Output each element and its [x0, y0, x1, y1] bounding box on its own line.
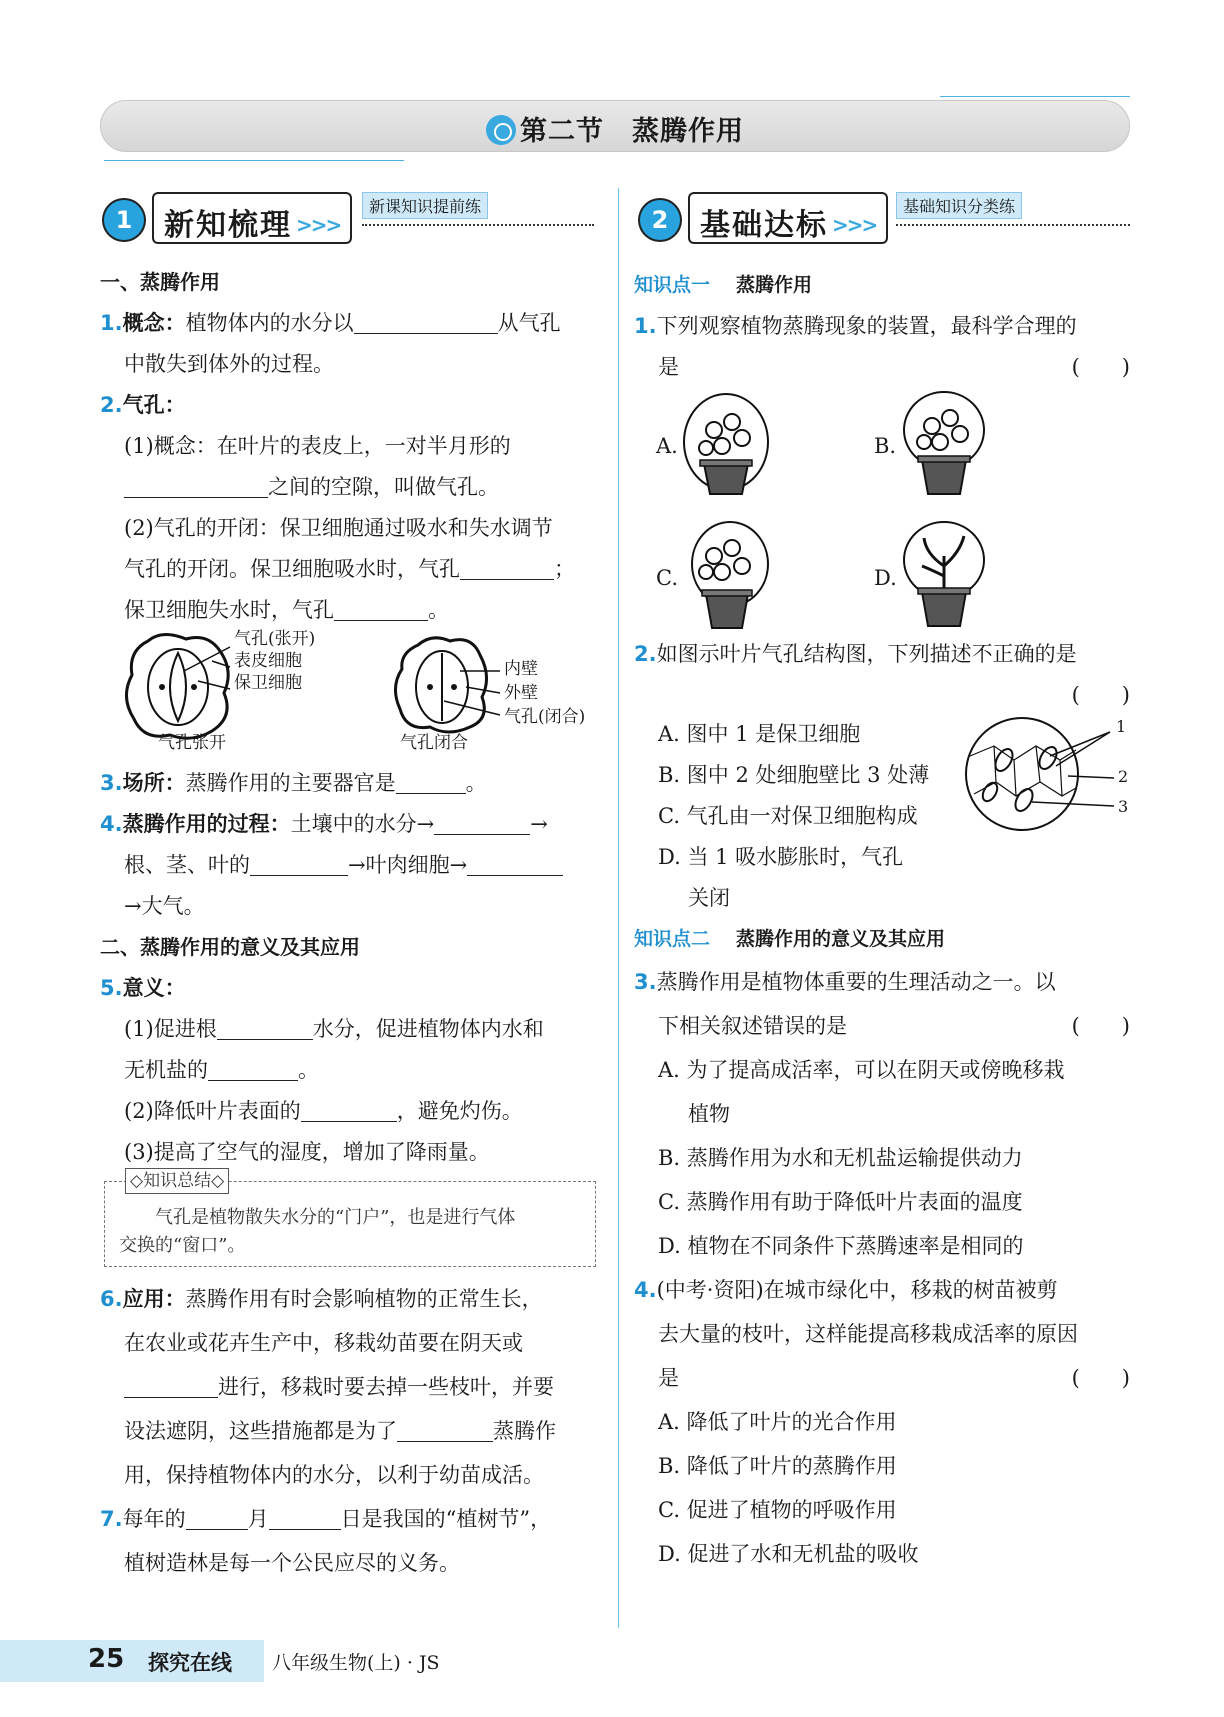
- q2-option-d-cont: 关闭: [688, 886, 730, 910]
- figure-label-1: 1: [1116, 717, 1127, 736]
- item-4-cont2: →大气。: [124, 894, 205, 918]
- question-2: 2.如图示叶片气孔结构图，下列描述不正确的是: [634, 642, 1077, 666]
- q2-option-d[interactable]: D. 当 1 吸水膨胀时，气孔: [658, 845, 904, 869]
- question-4: 4.(中考·资阳)在城市绿化中，移栽的树苗被剪: [634, 1278, 1058, 1302]
- fill-blank[interactable]: [396, 768, 466, 794]
- item-2-1-cont: 之间的空隙，叫做气孔。: [100, 467, 600, 508]
- question-4-cont2: 是 ( ): [634, 1356, 1130, 1400]
- dotted-rule: [362, 224, 594, 226]
- option-d-plant: [904, 522, 984, 626]
- item-3: 3.场所：蒸腾作用的主要器官是 。: [100, 763, 600, 804]
- item-6-cont-1: 在农业或花卉生产中，移栽幼苗要在阴天或: [124, 1331, 523, 1355]
- summary-line-1: 气孔是植物散失水分的“门户”，也是进行气体: [155, 1207, 516, 1228]
- answer-paren[interactable]: ( ): [1071, 683, 1130, 707]
- section-title: 基础达标 >>>: [688, 192, 888, 244]
- fill-blank[interactable]: [334, 595, 428, 621]
- item-7: 7.每年的 月 日是我国的“植树节”，: [100, 1497, 600, 1541]
- item-4-cont: 根、茎、叶的 →叶肉细胞→: [100, 845, 600, 886]
- item-2-1: (1)概念：在叶片的表皮上，一对半月形的: [124, 434, 511, 458]
- fill-blank[interactable]: [217, 1014, 313, 1040]
- item-5-2: (2)降低叶片表面的 ，避免灼伤。: [100, 1091, 600, 1132]
- arrows-icon: >>>: [832, 213, 877, 237]
- question-1-cont: 是 ( ): [634, 347, 1130, 388]
- stomata-diagram: [100, 631, 600, 763]
- section-tag: 基础知识分类练: [896, 192, 1022, 219]
- q4-option-d[interactable]: D. 促进了水和无机盐的吸收: [658, 1542, 919, 1566]
- fill-blank[interactable]: [208, 1055, 298, 1081]
- caption-stoma-closed: 气孔闭合: [400, 733, 468, 753]
- q3-option-d[interactable]: D. 植物在不同条件下蒸腾速率是相同的: [658, 1234, 1024, 1258]
- fill-blank[interactable]: [250, 850, 348, 876]
- option-c-label[interactable]: C.: [656, 566, 678, 590]
- knowledge-summary-box: [104, 1171, 596, 1267]
- question-2-paren-line: [634, 675, 1130, 714]
- item-6-cont-4: 用，保持植物体内的水分，以利于幼苗成活。: [124, 1463, 544, 1487]
- q2-option-b[interactable]: B. 图中 2 处细胞壁比 3 处薄: [658, 763, 930, 787]
- option-d-label[interactable]: D.: [874, 566, 897, 590]
- clock-icon: [486, 115, 516, 145]
- option-c-plant: [692, 522, 768, 628]
- q3-option-c[interactable]: C. 蒸腾作用有助于降低叶片表面的温度: [658, 1190, 1023, 1214]
- question-4-cont: 去大量的枝叶，这样能提高移栽成活率的原因: [658, 1322, 1078, 1346]
- option-a-plant: [684, 394, 768, 494]
- label-epidermal-cell: 表皮细胞: [234, 651, 302, 671]
- answer-paren[interactable]: ( ): [1071, 355, 1130, 379]
- q2-option-c[interactable]: C. 气孔由一对保卫细胞构成: [658, 804, 918, 828]
- fill-blank[interactable]: [354, 308, 498, 334]
- section-header-new-knowledge: [104, 192, 594, 252]
- footer-brand: 探究在线: [148, 1651, 232, 1675]
- banner-accent-line-bottom: [104, 160, 404, 161]
- section-header-basic: [640, 192, 1130, 252]
- answer-paren[interactable]: ( ): [1071, 1366, 1130, 1390]
- dotted-rule: [896, 224, 1130, 226]
- item-7-cont: 植树造林是每一个公民应尽的义务。: [124, 1551, 460, 1575]
- item-4: 4.蒸腾作用的过程：土壤中的水分→ →: [100, 804, 600, 845]
- fill-blank[interactable]: [301, 1096, 397, 1122]
- page-number: 25: [88, 1644, 125, 1674]
- leaf-stoma-figure: [964, 716, 1130, 836]
- q4-option-b[interactable]: B. 降低了叶片的蒸腾作用: [658, 1454, 897, 1478]
- q3-option-a[interactable]: A. 为了提高成活率，可以在阴天或傍晚移栽: [658, 1058, 1065, 1082]
- label-outer-wall: 外壁: [504, 683, 538, 703]
- knowledge-point-2: 知识点二 蒸腾作用的意义及其应用: [634, 928, 946, 950]
- summary-tag: ◇知识总结◇: [125, 1168, 229, 1194]
- page-title: 第二节 蒸腾作用: [101, 109, 1129, 148]
- q4-option-a[interactable]: A. 降低了叶片的光合作用: [658, 1410, 897, 1434]
- item-6: 6.应用：蒸腾作用有时会影响植物的正常生长，: [100, 1287, 543, 1311]
- item-2-2-cont: 气孔的开闭。保卫细胞吸水时，气孔 ；: [100, 549, 600, 590]
- heading-one: 一、蒸腾作用: [100, 270, 220, 294]
- option-b-plant: [904, 392, 984, 494]
- caption-stoma-open: 气孔张开: [158, 733, 226, 753]
- question-3: 3.蒸腾作用是植物体重要的生理活动之一。以: [634, 970, 1056, 994]
- summary-line-2: 交换的“窗口”。: [119, 1235, 246, 1256]
- fill-blank[interactable]: [124, 472, 268, 498]
- fill-blank[interactable]: [460, 554, 554, 580]
- q3-option-b[interactable]: B. 蒸腾作用为水和无机盐运输提供动力: [658, 1146, 1023, 1170]
- fill-blank[interactable]: [467, 850, 563, 876]
- fill-blank-month[interactable]: [186, 1504, 248, 1530]
- label-inner-wall: 内壁: [504, 659, 538, 679]
- section-number-badge: 2: [640, 200, 680, 240]
- fill-blank-day[interactable]: [269, 1504, 341, 1530]
- q2-option-a[interactable]: A. 图中 1 是保卫细胞: [658, 722, 861, 746]
- item-6-cont-2: 进行，移栽时要去掉一些枝叶，并要: [100, 1365, 600, 1409]
- item-5-1: (1)促进根 水分，促进植物体内水和: [100, 1009, 600, 1050]
- fill-blank[interactable]: [124, 1372, 218, 1398]
- left-column: [100, 262, 600, 1585]
- item-5-1-cont: 无机盐的 。: [100, 1050, 600, 1091]
- item-6-cont-3: 设法遮阴，这些措施都是为了 蒸腾作: [100, 1409, 600, 1453]
- closed-stoma-figure: [395, 638, 500, 732]
- item-2-2-cont2: 保卫细胞失水时，气孔 。: [100, 590, 600, 631]
- section-title: 新知梳理 >>>: [152, 192, 352, 244]
- item-5: 5.意义：: [100, 976, 186, 1000]
- option-b-label[interactable]: B.: [874, 434, 897, 458]
- label-stoma-closed: 气孔(闭合): [504, 707, 586, 727]
- section-number-badge: 1: [104, 200, 144, 240]
- item-2-2: (2)气孔的开闭：保卫细胞通过吸水和失水调节: [124, 516, 553, 540]
- figure-label-2: 2: [1118, 767, 1129, 786]
- heading-two: 二、蒸腾作用的意义及其应用: [100, 935, 360, 959]
- q4-option-c[interactable]: C. 促进了植物的呼吸作用: [658, 1498, 897, 1522]
- fill-blank[interactable]: [397, 1416, 493, 1442]
- question-3-cont: 下相关叙述错误的是 ( ): [634, 1004, 1130, 1048]
- item-1-cont: 中散失到体外的过程。: [124, 352, 334, 376]
- arrows-icon: >>>: [296, 213, 341, 237]
- banner-accent-line: [940, 96, 1130, 97]
- item-2: 2.气孔：: [100, 393, 186, 417]
- question-2-options: [634, 714, 1130, 918]
- label-stoma-open: 气孔(张开): [234, 629, 316, 649]
- column-divider: [618, 188, 619, 1628]
- figure-label-3: 3: [1118, 797, 1129, 816]
- q1-options-figure: [634, 388, 1130, 634]
- question-1: 1.下列观察植物蒸腾现象的装置，最科学合理的: [634, 314, 1077, 338]
- knowledge-point-1: 知识点一 蒸腾作用: [634, 274, 813, 296]
- label-guard-cell: 保卫细胞: [234, 673, 302, 693]
- right-column: [634, 264, 1130, 1576]
- answer-paren[interactable]: ( ): [1071, 1014, 1130, 1038]
- q3-option-a-cont: 植物: [688, 1102, 730, 1126]
- fill-blank[interactable]: [434, 809, 530, 835]
- section-tag: 新课知识提前练: [362, 192, 488, 219]
- option-a-label[interactable]: A.: [656, 434, 678, 458]
- title-banner: [100, 100, 1130, 152]
- footer-book: 八年级生物(上) · JS: [272, 1652, 440, 1674]
- item-1: 1.概念：植物体内的水分以 从气孔: [100, 303, 600, 344]
- item-5-3: (3)提高了空气的湿度，增加了降雨量。: [124, 1140, 490, 1164]
